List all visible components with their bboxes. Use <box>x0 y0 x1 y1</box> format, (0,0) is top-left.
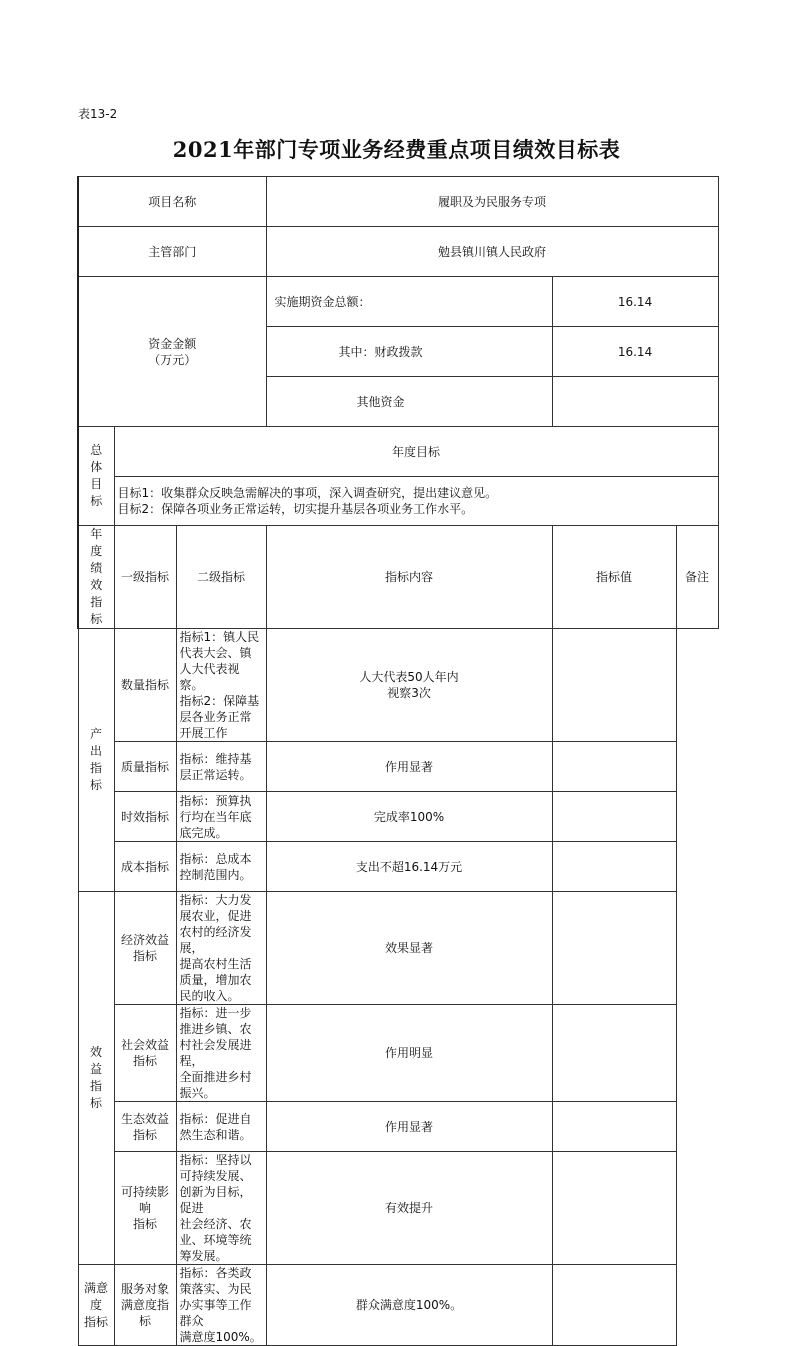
overall-goal-text-row <box>78 477 718 526</box>
annual-goal-header: 年度目标 <box>114 427 718 477</box>
funds-row <box>78 277 718 327</box>
indicator-value: 作用显著 <box>266 1102 552 1152</box>
indicator-value: 效果显著 <box>266 892 552 1005</box>
indicator-content: 指标：促进自然生态和谐。 <box>176 1102 266 1152</box>
header-note: 备注 <box>676 526 718 629</box>
indicator-content: 指标：大力发展农业，促进农村的经济发展， 提高农村生活质量，增加农民的收入。 <box>176 892 266 1005</box>
level2-indicator: 可持续影响 指标 <box>114 1152 176 1265</box>
header-content: 指标内容 <box>266 526 552 629</box>
indicator-value: 人大代表50人年内 视察3次 <box>266 629 552 742</box>
indicator-note <box>552 842 676 892</box>
indicator-value: 支出不超16.14万元 <box>266 842 552 892</box>
indicator-note <box>552 1152 676 1265</box>
annual-goal-text: 目标1：收集群众反映急需解决的事项，深入调查研究，提出建议意见。 目标2：保障各项业务正常运转，切实提升基层各项业务工作水平。 <box>114 477 718 526</box>
department-row <box>78 227 718 277</box>
department-value: 勉县镇川镇人民政府 <box>266 227 718 277</box>
table-row <box>78 1005 718 1102</box>
header-level2: 二级指标 <box>176 526 266 629</box>
level2-indicator: 时效指标 <box>114 792 176 842</box>
page-title: 2021年部门专项业务经费重点项目绩效目标表 <box>172 137 621 162</box>
funds-total-label: 实施期资金总额： <box>266 277 552 327</box>
level2-indicator: 经济效益 指标 <box>114 892 176 1005</box>
table-row <box>78 742 718 792</box>
indicator-value: 作用显著 <box>266 742 552 792</box>
table-row <box>78 892 718 1005</box>
indicator-value: 完成率100% <box>266 792 552 842</box>
table-row <box>78 1102 718 1152</box>
indicator-content: 指标：各类政策落实、为民办实事等工作群众 满意度100%。 <box>176 1265 266 1346</box>
indicator-content: 指标：维持基层正常运转。 <box>176 742 266 792</box>
table-row <box>78 1265 718 1346</box>
funds-fiscal-label: 其中：财政拨款 <box>266 327 552 377</box>
level2-indicator: 社会效益 指标 <box>114 1005 176 1102</box>
project-name-label: 项目名称 <box>78 177 266 227</box>
table-number: 表13-2 <box>78 107 118 121</box>
indicator-note <box>552 742 676 792</box>
level2-indicator: 数量指标 <box>114 629 176 742</box>
performance-goal-table <box>77 176 719 1346</box>
indicator-content: 指标1：镇人民代表大会、镇人大代表视察。 指标2：保障基层各业务正常开展工作 <box>176 629 266 742</box>
table-row <box>78 792 718 842</box>
level1-indicator: 满意度 指标 <box>78 1265 114 1346</box>
funds-other-value <box>552 377 718 427</box>
indicator-note <box>552 1265 676 1346</box>
table-row <box>78 629 718 742</box>
indicator-content: 指标：总成本控制范围内。 <box>176 842 266 892</box>
funds-fiscal-value: 16.14 <box>552 327 718 377</box>
overall-goal-label: 总 体 目 标 <box>78 427 114 526</box>
level2-indicator: 生态效益 指标 <box>114 1102 176 1152</box>
indicator-value: 群众满意度100%。 <box>266 1265 552 1346</box>
project-name-row <box>78 177 718 227</box>
indicator-note <box>552 792 676 842</box>
table-row <box>78 1152 718 1265</box>
table-row <box>78 842 718 892</box>
level1-indicator: 产 出 指 标 <box>78 629 114 892</box>
indicator-note <box>552 892 676 1005</box>
department-label: 主管部门 <box>78 227 266 277</box>
project-name-value: 履职及为民服务专项 <box>266 177 718 227</box>
indicators-label: 年 度 绩 效 指 标 <box>78 526 114 629</box>
funds-label: 资金金额 （万元） <box>78 277 266 427</box>
header-value: 指标值 <box>552 526 676 629</box>
indicator-content: 指标：坚持以可持续发展、创新为目标，促进 社会经济、农业、环境等统筹发展。 <box>176 1152 266 1265</box>
indicator-note <box>552 629 676 742</box>
header-level1: 一级指标 <box>114 526 176 629</box>
indicator-note <box>552 1005 676 1102</box>
indicator-value: 作用明显 <box>266 1005 552 1102</box>
indicator-header-row <box>78 526 718 629</box>
indicator-content: 指标：预算执行均在当年底底完成。 <box>176 792 266 842</box>
overall-goal-header-row <box>78 427 718 477</box>
level1-indicator: 效 益 指 标 <box>78 892 114 1265</box>
level2-indicator: 质量指标 <box>114 742 176 792</box>
funds-other-label: 其他资金 <box>266 377 552 427</box>
funds-total-value: 16.14 <box>552 277 718 327</box>
level2-indicator: 成本指标 <box>114 842 176 892</box>
indicator-content: 指标：进一步推进乡镇、农村社会发展进 程， 全面推进乡村振兴。 <box>176 1005 266 1102</box>
indicator-value: 有效提升 <box>266 1152 552 1265</box>
level2-indicator: 服务对象 满意度指标 <box>114 1265 176 1346</box>
indicator-note <box>552 1102 676 1152</box>
